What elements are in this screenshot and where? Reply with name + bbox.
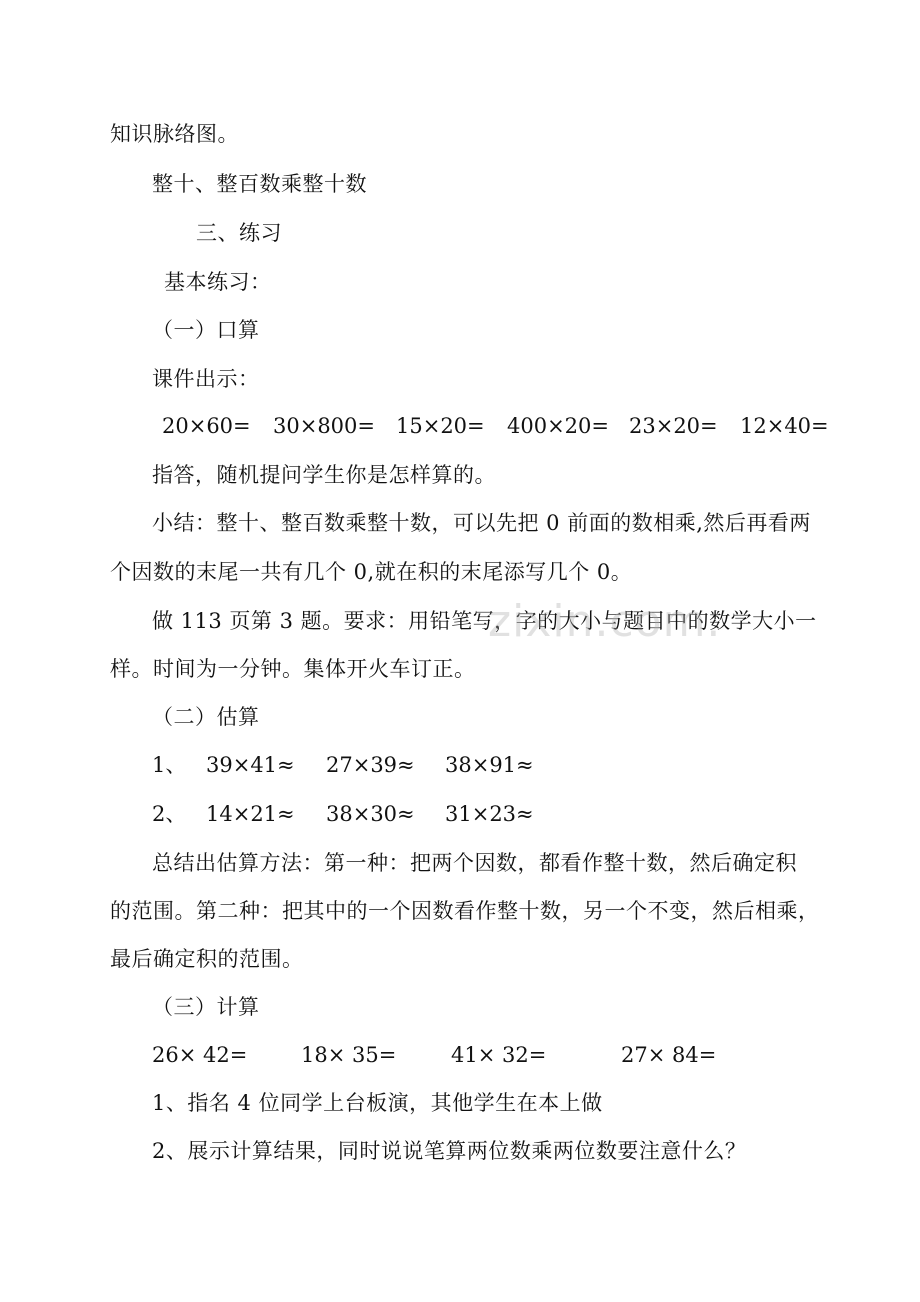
estimate-problem: 38×91≈	[445, 753, 534, 777]
oral-problem: 20×60=	[162, 414, 251, 438]
calc-problem: 26× 42=	[152, 1043, 248, 1067]
estimate-problem: 27×39≈	[326, 753, 415, 777]
oral-problem: 23×20=	[629, 414, 718, 438]
oral-problem: 400×20=	[507, 414, 609, 438]
oral-problem: 30×800=	[273, 414, 375, 438]
estimate-label: 1、	[152, 753, 187, 777]
oral-problem: 12×40=	[740, 414, 829, 438]
paragraph-line: 知识脉络图。	[110, 122, 239, 146]
oral-problem-row	[0, 412, 920, 440]
section-heading: 三、练习	[196, 221, 282, 245]
estimate-label: 2、	[152, 802, 187, 826]
paragraph-line: 2、展示计算结果，同时说说笔算两位数乘两位数要注意什么？	[152, 1139, 747, 1163]
calc-problem: 18× 35=	[301, 1043, 397, 1067]
paragraph-line: 课件出示：	[152, 367, 260, 391]
svg-text:zixin.com.cn: zixin.com	[488, 596, 707, 647]
oral-problem: 15×20=	[396, 414, 485, 438]
subsection-heading: （一）口算	[152, 318, 260, 342]
paragraph-line: 指答，随机提问学生你是怎样算的。	[152, 463, 496, 487]
section-heading: 整十、整百数乘整十数	[152, 172, 367, 196]
calc-problem-row	[0, 1041, 920, 1069]
subsection-heading: （三）计算	[152, 995, 260, 1019]
paragraph-line: 最后确定积的范围。	[110, 947, 304, 971]
paragraph-line: 小结：整十、整百数乘整十数，可以先把 0 前面的数相乘,然后再看两	[152, 511, 811, 535]
paragraph-line: 做 113 页第 3 题。要求：用铅笔写，字的大小与题目中的数学大小一	[152, 609, 817, 633]
paragraph-line: 样。时间为一分钟。集体开火车订正。	[110, 657, 476, 681]
paragraph-line: 总结出估算方法：第一种：把两个因数，都看作整十数，然后确定积	[152, 851, 797, 875]
subsection-heading: （二）估算	[152, 705, 260, 729]
calc-problem: 27× 84=	[621, 1043, 717, 1067]
estimate-problem: 31×23≈	[445, 802, 534, 826]
estimate-problem: 38×30≈	[326, 802, 415, 826]
paragraph-line: 个因数的末尾一共有几个 0,就在积的末尾添写几个 0。	[110, 560, 633, 584]
paragraph-line: 1、指名 4 位同学上台板演，其他学生在本上做	[152, 1091, 603, 1115]
paragraph-line: 的范围。第二种：把其中的一个因数看作整十数，另一个不变，然后相乘，	[110, 899, 820, 923]
estimate-row	[0, 751, 920, 779]
estimate-problem: 14×21≈	[206, 802, 295, 826]
calc-problem: 41× 32=	[451, 1043, 547, 1067]
estimate-problem: 39×41≈	[206, 753, 295, 777]
subsection-heading: 基本练习：	[164, 270, 272, 294]
estimate-row	[0, 800, 920, 828]
